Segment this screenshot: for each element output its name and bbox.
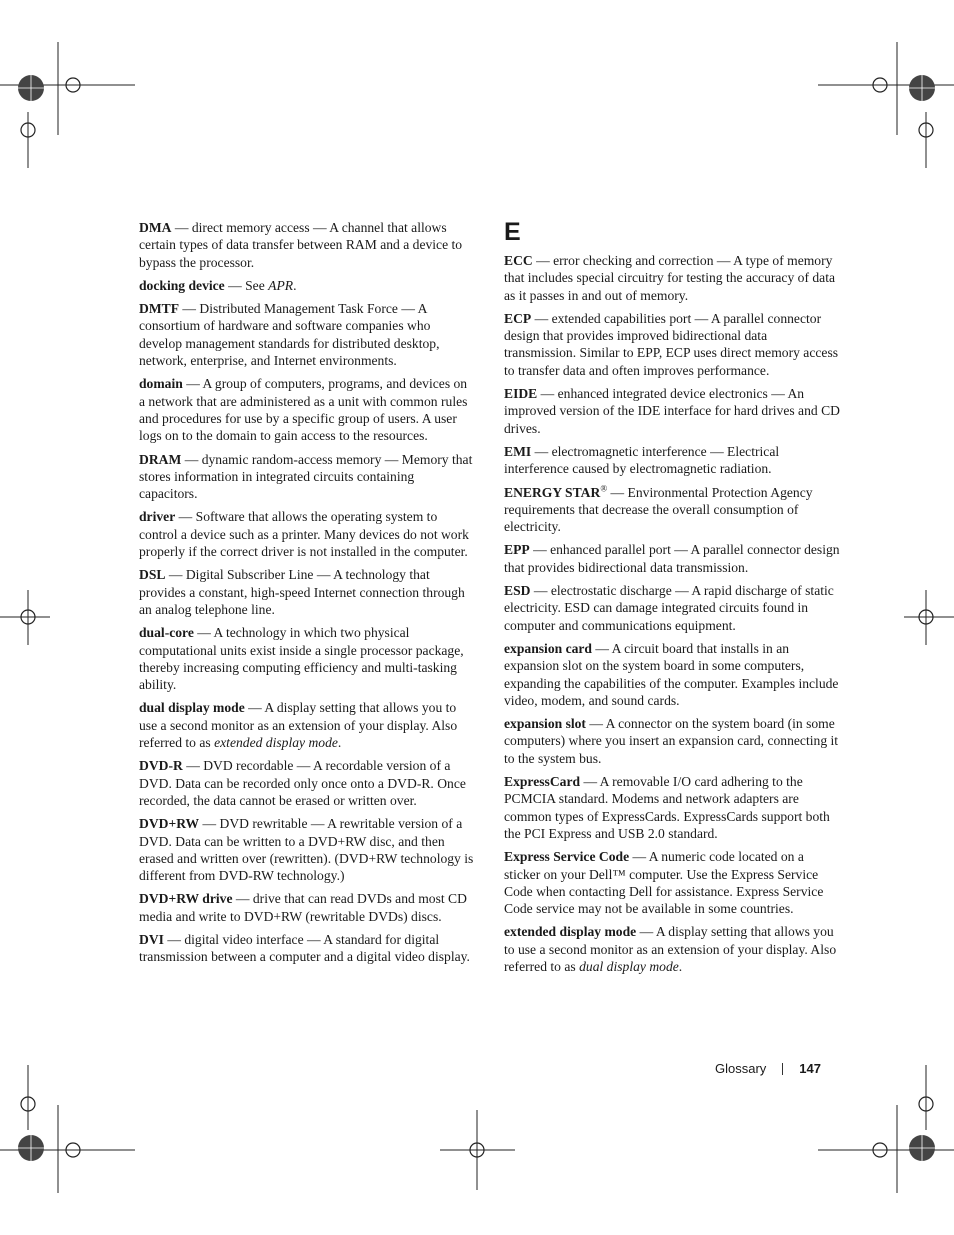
- glossary-entry: [504, 252, 841, 304]
- glossary-entry: [139, 277, 476, 294]
- footer-separator: [782, 1063, 783, 1075]
- glossary-definition: — electrostatic discharge — A rapid discharge of static electricity. ESD can damage integrated circuits found in computer and communications equipment.: [504, 583, 834, 633]
- glossary-term: DRAM: [139, 451, 182, 467]
- glossary-definition: — A display setting that allows you to use a second monitor as an extension of your display. Also referred to as: [139, 700, 458, 751]
- footer-section: Glossary: [715, 1061, 767, 1076]
- glossary-term: dual display mode: [139, 700, 245, 716]
- glossary-entry: [504, 443, 841, 478]
- left-column: [139, 219, 476, 972]
- cross-reference: extended display mode: [214, 735, 338, 751]
- glossary-entry: [139, 757, 476, 809]
- glossary-definition: — Digital Subscriber Line — A technology that provides a constant, high-speed Internet connection through an analog telephone line.: [139, 567, 465, 617]
- glossary-entry: [139, 219, 476, 271]
- glossary-term: expansion slot: [504, 716, 586, 732]
- glossary-entry: [504, 385, 841, 437]
- section-letter: E: [504, 218, 521, 246]
- glossary-definition: — direct memory access — A channel that allows certain types of data transfer between RAM and a device to bypass the processor.: [139, 220, 463, 270]
- definition-end: .: [293, 277, 297, 293]
- glossary-definition: — A numeric code located on a sticker on your Dell™ computer. Use the Express Service Code when contacting Dell for assistance. Express Service Code service may not be available in some countries.: [504, 849, 824, 917]
- glossary-term: DSL: [139, 567, 166, 583]
- definition-end: .: [678, 958, 683, 974]
- glossary-definition: — A circuit board that installs in an expansion slot on the system board in some computers, expanding the capabilities of the computer. Examples include video, modem, and sound cards.: [504, 640, 839, 708]
- registered-mark: ®: [600, 483, 608, 494]
- glossary-entry: [139, 566, 476, 618]
- glossary-definition: — Software that allows the operating system to control a device such as a printer. Many devices do not work properly if the correct driver is not installed in the computer.: [139, 509, 469, 560]
- right-column: [504, 219, 841, 981]
- glossary-term: ECC: [504, 253, 533, 268]
- glossary-definition: — Distributed Management Task Force — A consortium of hardware and software companies who develop management standards for distributed desktop, network, enterprise, and Internet environments.: [139, 301, 440, 369]
- glossary-term: ExpressCard: [504, 774, 581, 790]
- glossary-definition: — dynamic random-access memory — Memory that stores information in integrated circuits containing capacitors.: [139, 451, 473, 502]
- glossary-entry: [504, 582, 841, 634]
- glossary-term: docking device: [139, 277, 225, 293]
- glossary-definition: — enhanced integrated device electronics — An improved version of the IDE interface for hard drives and CD drives.: [504, 386, 840, 436]
- glossary-entry: [139, 624, 476, 693]
- glossary-entry: [139, 375, 476, 444]
- glossary-term: dual-core: [139, 625, 194, 641]
- glossary-definition: — A technology in which two physical computational units exist inside a single processor package, thereby increasing computing efficiency and multi-tasking ability.: [139, 625, 464, 693]
- glossary-entry: [139, 508, 476, 560]
- glossary-term: EMI: [504, 443, 532, 459]
- glossary-entry: [139, 931, 476, 966]
- glossary-entry: [504, 484, 841, 536]
- glossary-term: driver: [139, 509, 176, 525]
- glossary-term: EIDE: [504, 386, 538, 402]
- glossary-term: domain: [139, 376, 183, 392]
- glossary-definition: — A display setting that allows you to use a second monitor as an extension of your display. Also referred to as: [504, 924, 837, 974]
- cross-reference: dual display mode: [579, 958, 679, 974]
- glossary-definition: — See: [224, 277, 269, 293]
- page-number: 147: [799, 1061, 821, 1076]
- glossary-entry: [504, 310, 841, 379]
- glossary-term: DVD+RW: [139, 816, 200, 832]
- glossary-term: DVD+RW drive: [139, 891, 233, 907]
- right-entries: [504, 252, 841, 975]
- page-footer: [715, 1061, 821, 1076]
- glossary-entry: [139, 300, 476, 369]
- cross-reference: APR: [268, 277, 294, 293]
- glossary-term: ECP: [504, 310, 532, 326]
- glossary-term: Express Service Code: [504, 849, 630, 865]
- glossary-entry: [504, 640, 841, 709]
- glossary-term: DVI: [139, 931, 164, 947]
- glossary-definition: — Environmental Protection Agency requirements that decrease the overall consumption of electricity.: [504, 484, 813, 535]
- glossary-term: ENERGY STAR: [504, 484, 601, 500]
- glossary-entry: [139, 699, 476, 751]
- glossary-definition: — digital video interface — A standard for digital transmission between a computer and a digital video display.: [139, 931, 470, 965]
- glossary-definition: — enhanced parallel port — A parallel connector design that provides bidirectional data transmission.: [504, 542, 840, 575]
- glossary-term: EPP: [504, 542, 530, 558]
- definition-end: .: [337, 735, 342, 751]
- glossary-term: ESD: [504, 583, 531, 599]
- glossary-term: DMTF: [139, 301, 180, 317]
- glossary-definition: — extended capabilities port — A parallel connector design that provides improved bidirectional data transmission. Similar to EPP, ECP uses direct memory access to transfer data and often improves performance.: [504, 310, 839, 378]
- glossary-definition: — DVD rewritable — A rewritable version of a DVD. Data can be written to a DVD+RW disc, and then erased and written over (rewritten). (DVD+RW technology is different from DVD-RW technology.): [139, 816, 474, 884]
- glossary-term: expansion card: [504, 640, 592, 656]
- glossary-entry: [139, 890, 476, 925]
- glossary-entry: [504, 923, 841, 975]
- glossary-entry: [504, 773, 841, 842]
- glossary-entry: [139, 815, 476, 884]
- glossary-definition: — drive that can read DVDs and most CD media and write to DVD+RW (rewritable DVDs) discs.: [139, 891, 467, 924]
- glossary-term: DMA: [139, 220, 172, 235]
- glossary-definition: — A connector on the system board (in some computers) where you insert an expansion card, connecting it to the system bus.: [504, 716, 839, 766]
- glossary-definition: — DVD recordable — A recordable version of a DVD. Data can be recorded only once onto a DVD-R. Once recorded, the data cannot be erased or written over.: [139, 758, 466, 808]
- glossary-term: extended display mode: [504, 924, 637, 940]
- glossary-entry: [504, 541, 841, 576]
- glossary-entry: [504, 715, 841, 767]
- glossary-entry: [139, 451, 476, 503]
- glossary-definition: — A group of computers, programs, and devices on a network that are administered as a unit with common rules and procedures for use by a specific group of users. A user logs on to the domain to gain access to the resources.: [139, 376, 468, 444]
- glossary-definition: — A removable I/O card adhering to the PCMCIA standard. Modems and network adapters are common types of ExpressCards. ExpressCards support both the PCI Express and USB 2.0 standard.: [504, 774, 830, 841]
- glossary-term: DVD-R: [139, 758, 183, 774]
- glossary-entry: [504, 848, 841, 917]
- glossary-definition: — electromagnetic interference — Electrical interference caused by electromagnetic radiation.: [504, 443, 780, 477]
- glossary-definition: — error checking and correction — A type of memory that includes special circuitry for testing the accuracy of data as it passes in and out of memory.: [504, 253, 836, 303]
